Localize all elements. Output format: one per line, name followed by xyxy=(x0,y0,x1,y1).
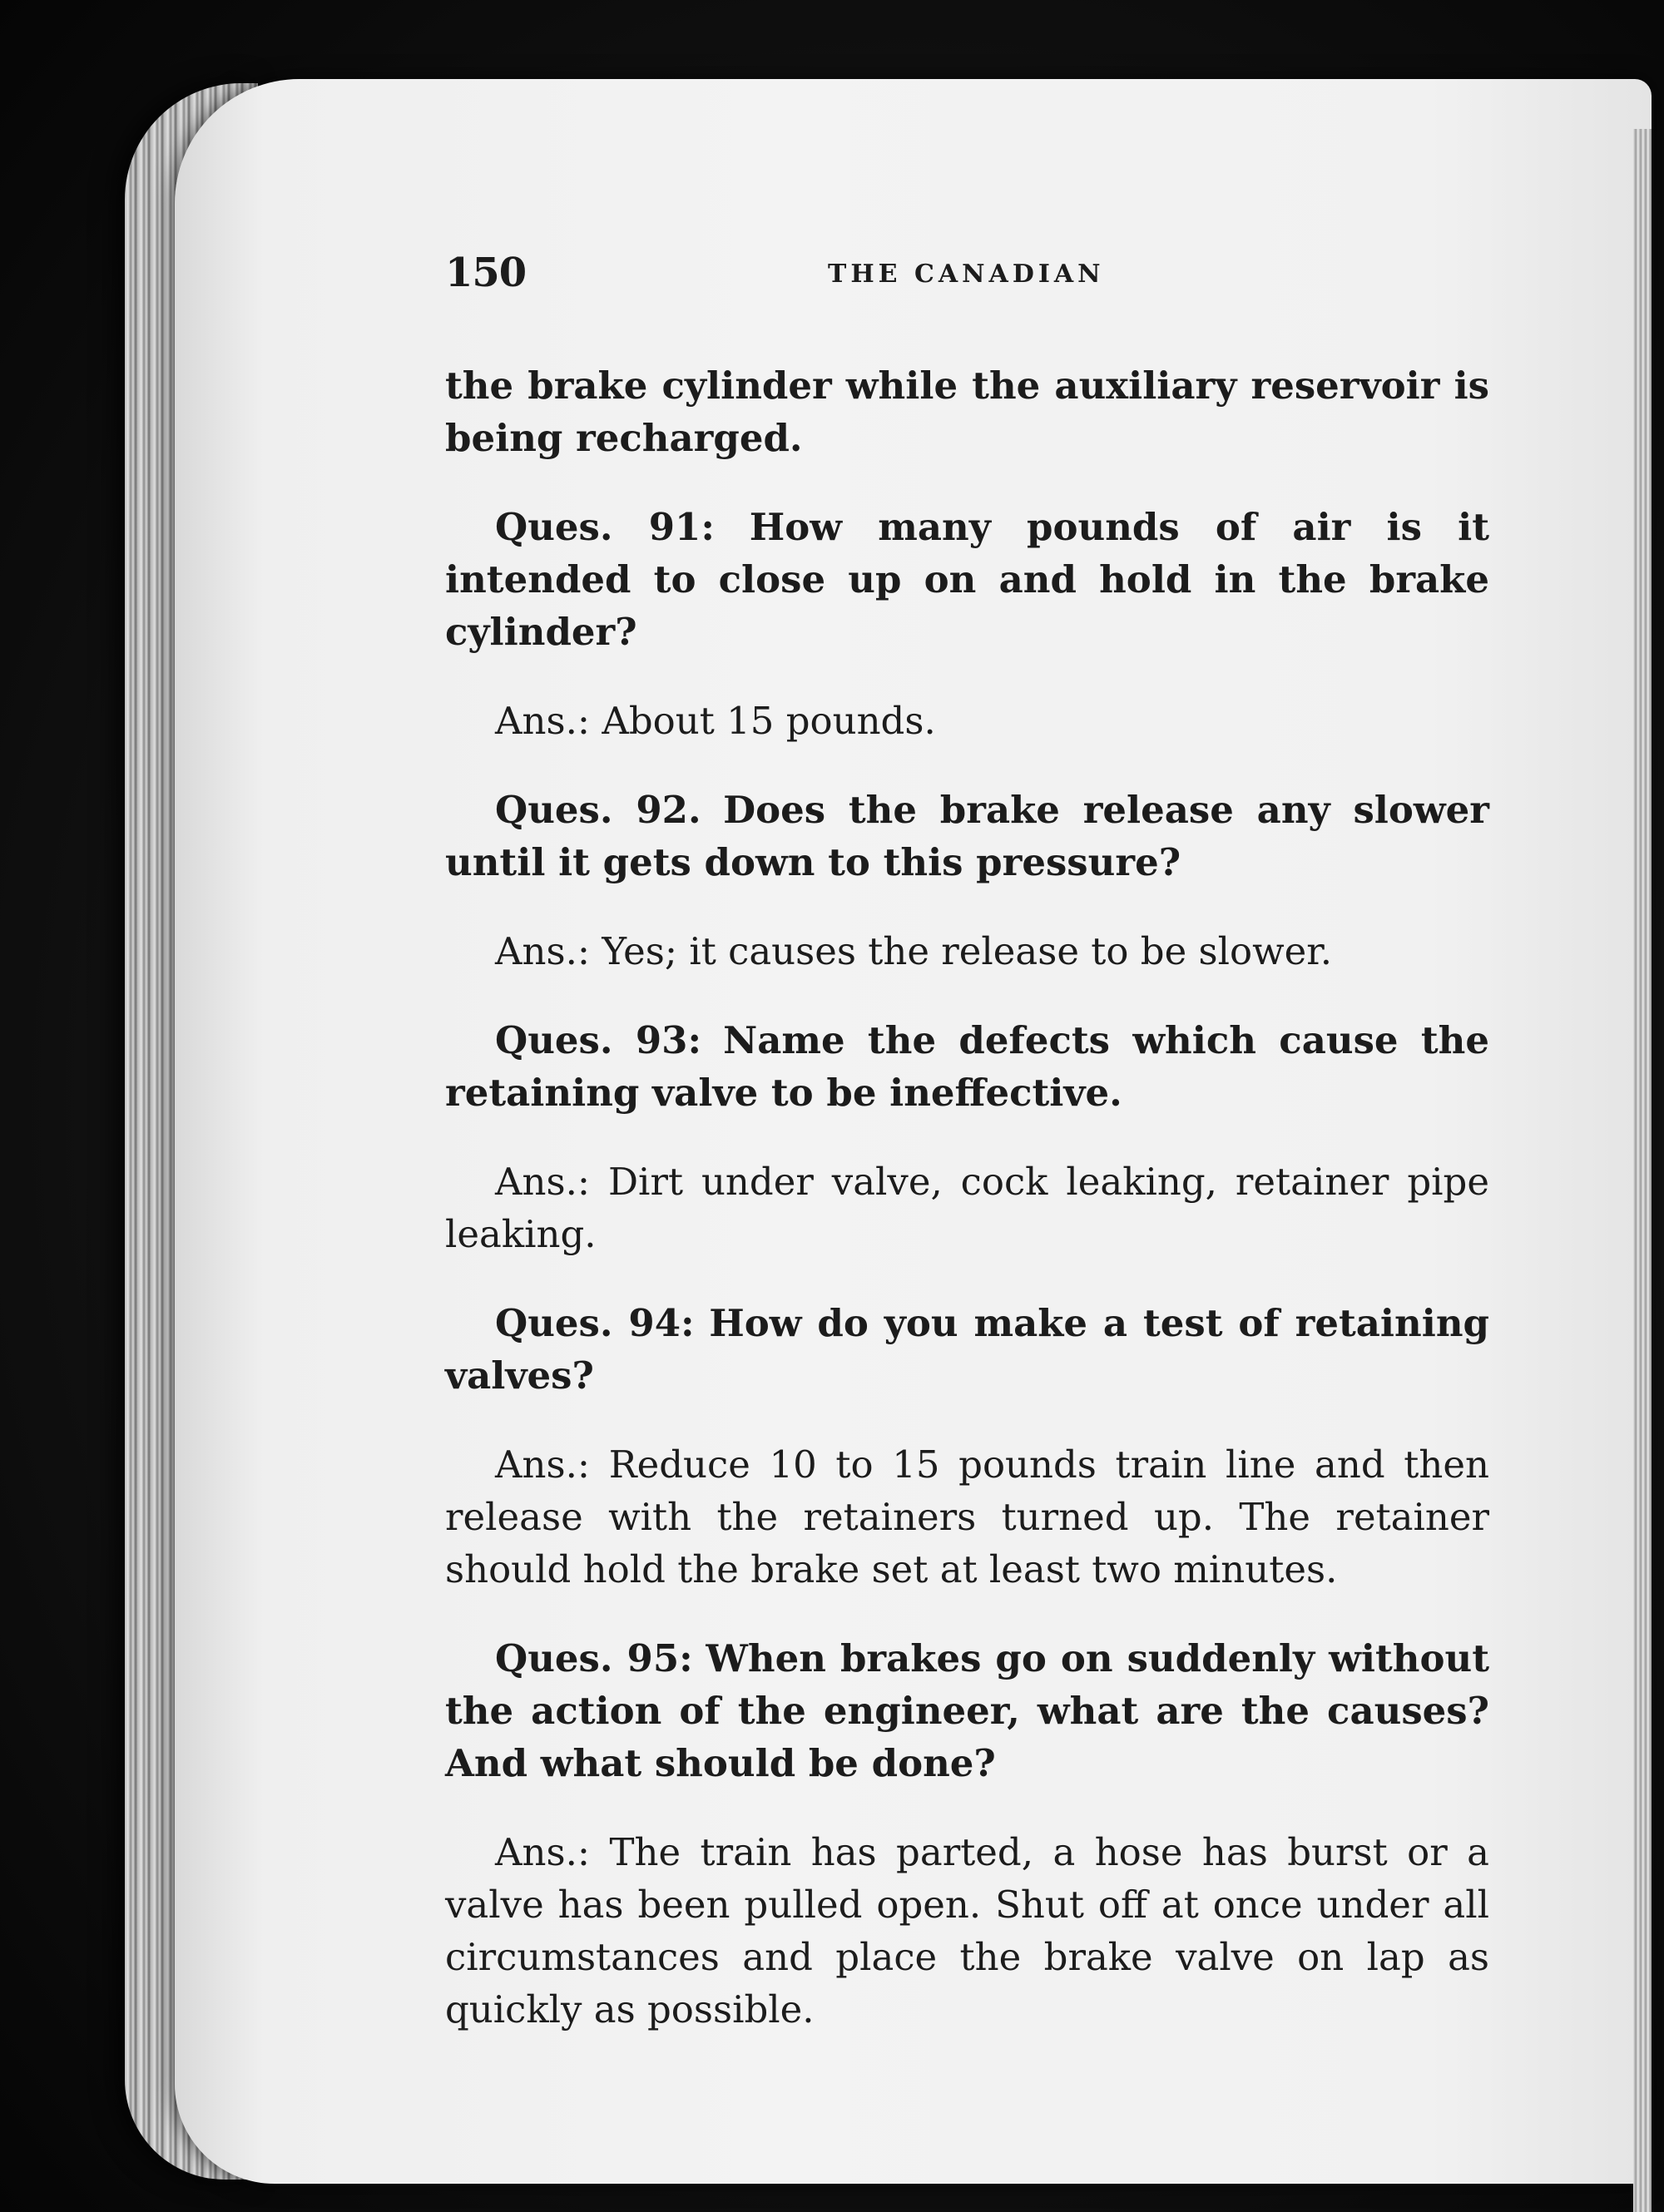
answer-label: Ans.: xyxy=(495,699,591,743)
answer-text: Dirt under valve, cock leaking, retainer pipe leaking. xyxy=(445,1160,1489,1256)
question-label: Ques. 91: xyxy=(495,505,715,549)
question-label: Ques. 93: xyxy=(495,1018,702,1062)
continuation-paragraph: the brake cylinder while the auxiliary reservoir is being recharged. xyxy=(445,364,1489,460)
question-text: When brakes go on suddenly without the action of the engineer, what are the causes? And what should be done? xyxy=(445,1636,1489,1785)
answer-label: Ans.: xyxy=(495,929,591,973)
question-95 xyxy=(445,1632,1489,1789)
answer-95 xyxy=(445,1826,1489,2036)
question-label: Ques. 92. xyxy=(495,788,701,832)
question-text: How many pounds of air is it intended to close up on and hold in the brake cylinder? xyxy=(445,505,1490,654)
question-92 xyxy=(445,784,1489,888)
question-text: Name the defects which cause the retaining valve to be ineffective. xyxy=(445,1018,1489,1115)
page-right-edge xyxy=(1633,129,1652,2212)
answer-text: The train has parted, a hose has burst or a valve has been pulled open. Shut off at once under all circumstances and place the brake valve on lap as quickly as possible. xyxy=(445,1830,1489,2031)
question-94 xyxy=(445,1297,1489,1402)
question-93 xyxy=(445,1014,1489,1119)
page-body xyxy=(445,359,1489,2036)
running-title: THE CANADIAN xyxy=(828,260,1105,289)
question-91 xyxy=(445,501,1489,658)
answer-94 xyxy=(445,1438,1489,1596)
page-text xyxy=(275,250,1489,2072)
answer-label: Ans.: xyxy=(495,1160,591,1204)
answer-91 xyxy=(445,695,1489,747)
answer-93 xyxy=(445,1155,1489,1260)
question-label: Ques. 94: xyxy=(495,1301,695,1345)
answer-text: Reduce 10 to 15 pounds train line and then release with the retainers turned up. The retainer should hold the brake set at least two minutes. xyxy=(445,1443,1489,1591)
answer-text: About 15 pounds. xyxy=(602,699,936,743)
page-number: 150 xyxy=(445,250,527,296)
question-text: How do you make a test of retaining valves? xyxy=(445,1301,1490,1398)
answer-text: Yes; it causes the release to be slower. xyxy=(602,929,1333,973)
running-head xyxy=(275,250,1489,316)
question-text: Does the brake release any slower until it gets down to this pressure? xyxy=(445,788,1489,884)
question-label: Ques. 95: xyxy=(495,1636,693,1680)
answer-92 xyxy=(445,925,1489,977)
answer-label: Ans.: xyxy=(495,1830,591,1874)
answer-label: Ans.: xyxy=(495,1443,591,1487)
